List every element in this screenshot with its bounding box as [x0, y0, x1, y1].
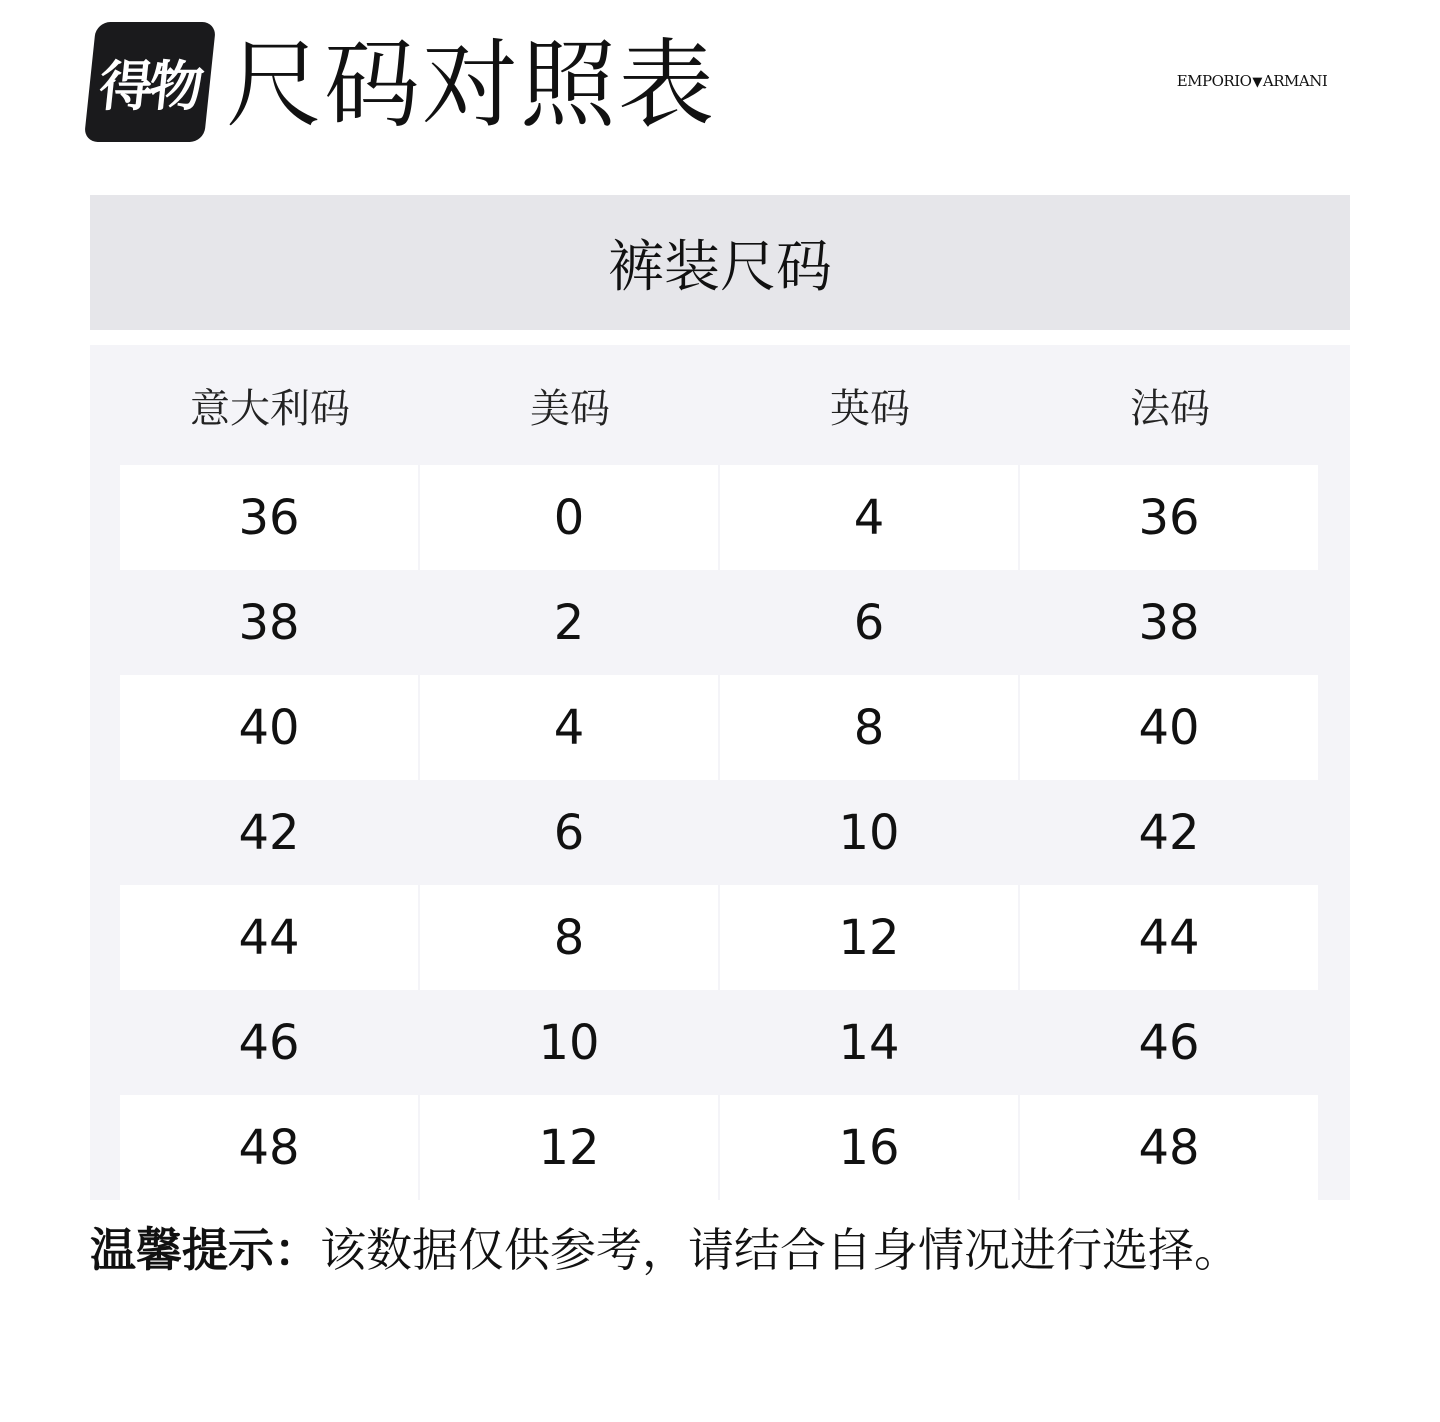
table-cell: 42: [1138, 804, 1200, 861]
table-cell: 36: [1020, 465, 1318, 570]
brand-logo: [1150, 72, 1354, 90]
column-header-italy: 意大利码: [190, 385, 350, 432]
table-cell: 40: [120, 675, 418, 780]
table-cell: 48: [120, 1095, 418, 1200]
tip-label: 温馨提示：: [90, 1223, 320, 1277]
table-row: [120, 675, 1320, 780]
table-row: [120, 570, 1320, 675]
table-cell: 46: [238, 1014, 300, 1071]
table-cell: 0: [420, 465, 718, 570]
table-cell: 6: [553, 804, 585, 861]
table-cell: 38: [238, 594, 300, 651]
table-cell: 44: [120, 885, 418, 990]
eagle-icon: ▼: [1252, 75, 1262, 90]
table-cell: 12: [720, 885, 1018, 990]
table-row: [120, 990, 1320, 1095]
table-row: [120, 885, 1320, 990]
brand-name-right: ARMANI: [1262, 72, 1328, 90]
table-cell: 48: [1020, 1095, 1318, 1200]
section-title: 裤装尺码: [608, 234, 832, 300]
table-cell: 2: [553, 594, 585, 651]
table-cell: 10: [838, 804, 900, 861]
table-cell: 16: [720, 1095, 1018, 1200]
table-row: [120, 465, 1320, 570]
tip-text: 该数据仅供参考，请结合自身情况进行选择。: [320, 1223, 1240, 1277]
column-header-france: 法码: [1130, 385, 1210, 432]
table-cell: 4: [720, 465, 1018, 570]
column-header-us: 美码: [530, 385, 610, 432]
table-cell: 36: [120, 465, 418, 570]
tip-note: [90, 1218, 1240, 1282]
app-logo: [84, 22, 217, 142]
size-table: [90, 345, 1350, 1200]
table-row: [120, 780, 1320, 885]
app-logo-text: 得物: [96, 54, 203, 118]
table-cell: 38: [1138, 594, 1200, 651]
section-header: [90, 195, 1350, 330]
table-cell: 40: [1020, 675, 1318, 780]
table-cell: 46: [1138, 1014, 1200, 1071]
table-cell: 4: [420, 675, 718, 780]
table-cell: 8: [720, 675, 1018, 780]
column-header-uk: 英码: [830, 385, 910, 432]
table-cell: 8: [420, 885, 718, 990]
table-cell: 6: [853, 594, 885, 651]
table-cell: 14: [838, 1014, 900, 1071]
table-row: [120, 1095, 1320, 1200]
page-title: 尺码对照表: [226, 29, 716, 141]
table-cell: 10: [538, 1014, 600, 1071]
table-cell: 12: [420, 1095, 718, 1200]
table-body: [120, 465, 1320, 1200]
table-cell: 42: [238, 804, 300, 861]
table-cell: 44: [1020, 885, 1318, 990]
table-header: [120, 345, 1320, 465]
brand-name-left: EMPORIO: [1176, 72, 1252, 90]
